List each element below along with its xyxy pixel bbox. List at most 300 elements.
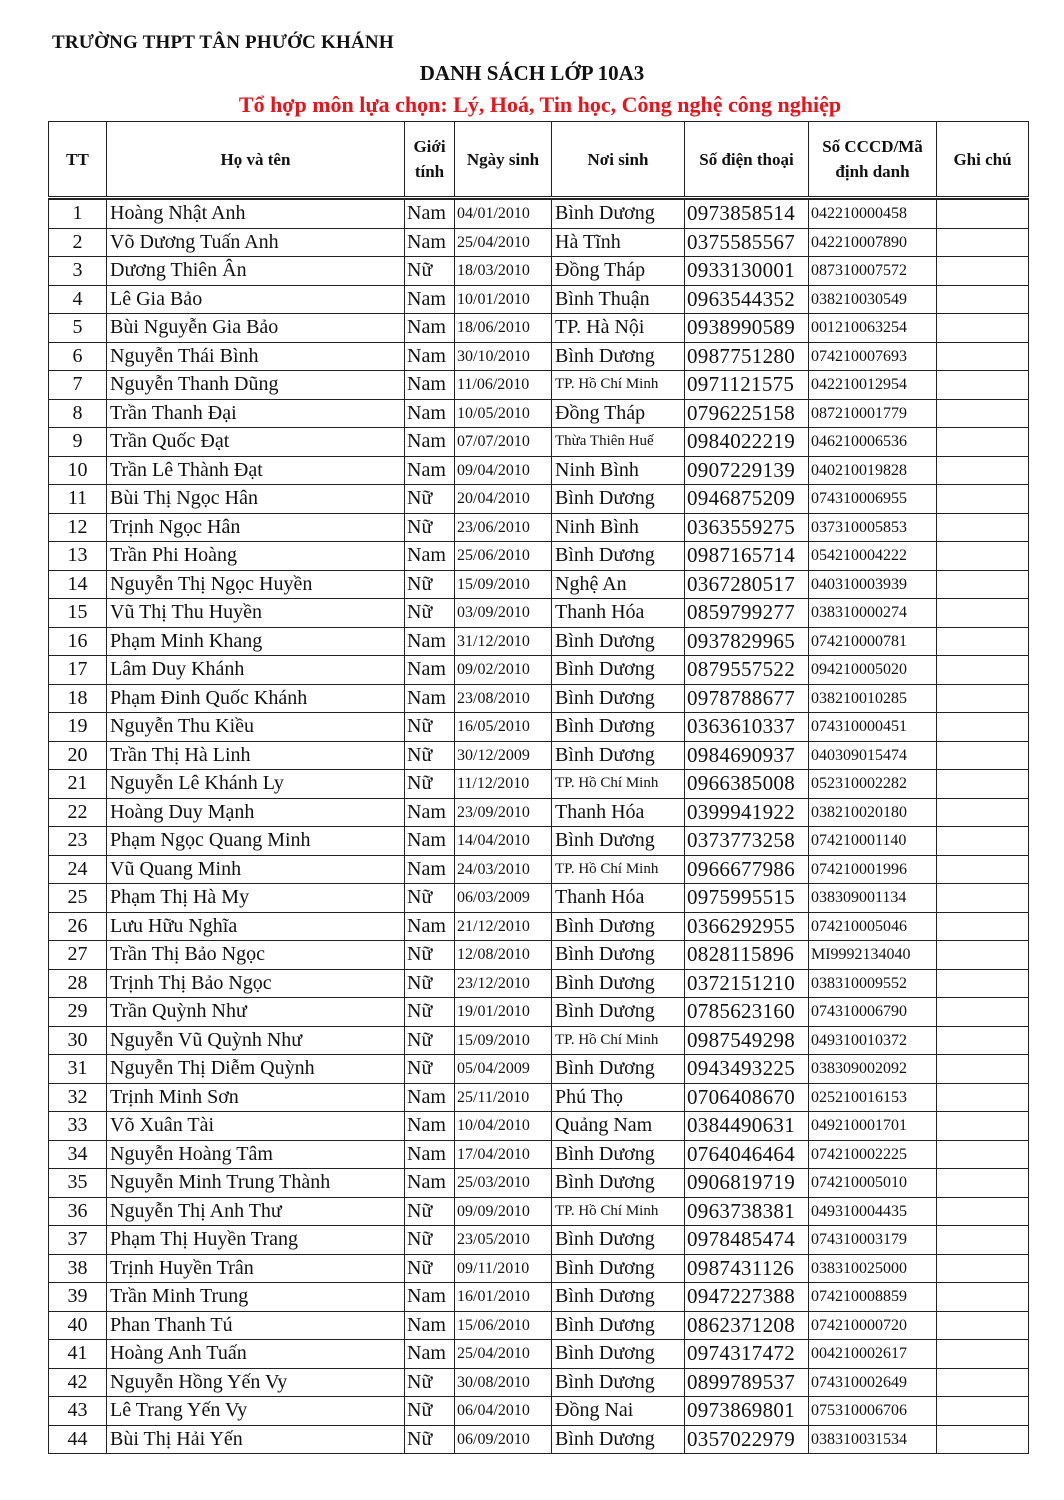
cell-sex: Nữ (405, 1425, 455, 1454)
cell-note (937, 257, 1029, 286)
table-row (49, 371, 1029, 400)
cell-pob: Bình Dương (552, 684, 685, 713)
cell-name: Bùi Thị Hải Yến (107, 1425, 405, 1454)
cell-phone: 0984690937 (685, 741, 809, 770)
cell-note (937, 941, 1029, 970)
cell-sex: Nữ (405, 257, 455, 286)
cell-cccd: 094210005020 (809, 656, 937, 685)
cell-cccd: 042210000458 (809, 200, 937, 229)
cell-note (937, 1254, 1029, 1283)
cell-tt: 6 (49, 342, 107, 371)
cell-sex: Nam (405, 428, 455, 457)
cell-tt: 32 (49, 1083, 107, 1112)
table-header-row (49, 122, 1029, 198)
table-row (49, 228, 1029, 257)
cell-sex: Nam (405, 684, 455, 713)
cell-name: Phạm Ngọc Quang Minh (107, 827, 405, 856)
cell-cccd: 049310010372 (809, 1026, 937, 1055)
cell-sex: Nữ (405, 884, 455, 913)
cell-phone: 0987431126 (685, 1254, 809, 1283)
cell-tt: 16 (49, 627, 107, 656)
cell-note (937, 1083, 1029, 1112)
cell-tt: 11 (49, 485, 107, 514)
cell-name: Vũ Thị Thu Huyền (107, 599, 405, 628)
cell-dob: 09/02/2010 (455, 656, 552, 685)
cell-tt: 43 (49, 1397, 107, 1426)
cell-name: Phan Thanh Tú (107, 1311, 405, 1340)
cell-note (937, 1340, 1029, 1369)
cell-sex: Nữ (405, 998, 455, 1027)
cell-pob: Bình Dương (552, 1425, 685, 1454)
table-row (49, 542, 1029, 571)
cell-tt: 31 (49, 1055, 107, 1084)
cell-name: Vũ Quang Minh (107, 855, 405, 884)
cell-name: Nguyễn Thái Bình (107, 342, 405, 371)
col-header-phone: Số điện thoại (685, 122, 809, 198)
cell-sex: Nam (405, 1140, 455, 1169)
cell-tt: 41 (49, 1340, 107, 1369)
cell-name: Hoàng Nhật Anh (107, 200, 405, 229)
cell-pob: TP. Hồ Chí Minh (552, 371, 685, 400)
cell-phone: 0963738381 (685, 1197, 809, 1226)
cell-dob: 23/09/2010 (455, 798, 552, 827)
table-row (49, 998, 1029, 1027)
cell-tt: 1 (49, 200, 107, 229)
cell-dob: 30/10/2010 (455, 342, 552, 371)
table-row (49, 285, 1029, 314)
cell-sex: Nữ (405, 969, 455, 998)
cell-phone: 0367280517 (685, 570, 809, 599)
cell-tt: 19 (49, 713, 107, 742)
cell-pob: Quảng Nam (552, 1112, 685, 1141)
cell-cccd: 074210005010 (809, 1169, 937, 1198)
cell-phone: 0973858514 (685, 200, 809, 229)
cell-note (937, 969, 1029, 998)
cell-pob: Bình Dương (552, 1140, 685, 1169)
cell-cccd: 074310006955 (809, 485, 937, 514)
col-header-cccd: Số CCCD/Mã định danh (809, 122, 937, 198)
cell-cccd: 075310006706 (809, 1397, 937, 1426)
cell-tt: 4 (49, 285, 107, 314)
cell-sex: Nam (405, 827, 455, 856)
table-row (49, 1397, 1029, 1426)
cell-dob: 25/03/2010 (455, 1169, 552, 1198)
cell-phone: 0363610337 (685, 713, 809, 742)
cell-name: Trần Minh Trung (107, 1283, 405, 1312)
cell-sex: Nam (405, 656, 455, 685)
cell-cccd: 074210000781 (809, 627, 937, 656)
cell-name: Nguyễn Hồng Yến Vy (107, 1368, 405, 1397)
cell-dob: 10/05/2010 (455, 399, 552, 428)
cell-pob: Bình Dương (552, 1283, 685, 1312)
cell-cccd: 074210002225 (809, 1140, 937, 1169)
col-header-note: Ghi chú (937, 122, 1029, 198)
cell-note (937, 684, 1029, 713)
cell-name: Hoàng Anh Tuấn (107, 1340, 405, 1369)
table-row (49, 1083, 1029, 1112)
cell-sex: Nam (405, 228, 455, 257)
cell-phone: 0862371208 (685, 1311, 809, 1340)
cell-name: Nguyễn Thu Kiều (107, 713, 405, 742)
cell-tt: 7 (49, 371, 107, 400)
cell-pob: Đồng Tháp (552, 399, 685, 428)
cell-name: Phạm Đinh Quốc Khánh (107, 684, 405, 713)
cell-cccd: 074310000451 (809, 713, 937, 742)
cell-phone: 0375585567 (685, 228, 809, 257)
table-row (49, 969, 1029, 998)
cell-pob: Bình Dương (552, 741, 685, 770)
cell-cccd: 038310000274 (809, 599, 937, 628)
cell-cccd: 040310003939 (809, 570, 937, 599)
cell-dob: 15/09/2010 (455, 1026, 552, 1055)
table-row (49, 314, 1029, 343)
cell-name: Trịnh Minh Sơn (107, 1083, 405, 1112)
table-row (49, 570, 1029, 599)
cell-note (937, 770, 1029, 799)
cell-cccd: MI9992134040 (809, 941, 937, 970)
cell-tt: 35 (49, 1169, 107, 1198)
cell-note (937, 228, 1029, 257)
cell-name: Bùi Thị Ngọc Hân (107, 485, 405, 514)
cell-pob: Bình Dương (552, 200, 685, 229)
cell-cccd: 025210016153 (809, 1083, 937, 1112)
cell-tt: 34 (49, 1140, 107, 1169)
cell-sex: Nữ (405, 1226, 455, 1255)
cell-sex: Nam (405, 371, 455, 400)
cell-name: Dương Thiên Ân (107, 257, 405, 286)
table-row (49, 741, 1029, 770)
cell-cccd: 038210010285 (809, 684, 937, 713)
cell-cccd: 074210001140 (809, 827, 937, 856)
cell-pob: Hà Tĩnh (552, 228, 685, 257)
cell-tt: 26 (49, 912, 107, 941)
cell-tt: 18 (49, 684, 107, 713)
cell-name: Lâm Duy Khánh (107, 656, 405, 685)
cell-phone: 0947227388 (685, 1283, 809, 1312)
cell-sex: Nam (405, 912, 455, 941)
cell-sex: Nữ (405, 713, 455, 742)
cell-note (937, 314, 1029, 343)
cell-cccd: 074310006790 (809, 998, 937, 1027)
table-row (49, 884, 1029, 913)
cell-name: Trần Lê Thành Đạt (107, 456, 405, 485)
col-header-sex: Giới tính (405, 122, 455, 198)
cell-sex: Nam (405, 456, 455, 485)
cell-tt: 13 (49, 542, 107, 571)
cell-dob: 17/04/2010 (455, 1140, 552, 1169)
cell-note (937, 1226, 1029, 1255)
cell-name: Phạm Thị Hà My (107, 884, 405, 913)
cell-pob: Bình Dương (552, 827, 685, 856)
cell-pob: Đồng Tháp (552, 257, 685, 286)
cell-cccd: 049310004435 (809, 1197, 937, 1226)
cell-cccd: 074210000720 (809, 1311, 937, 1340)
table-row (49, 656, 1029, 685)
cell-sex: Nam (405, 855, 455, 884)
table-row (49, 1055, 1029, 1084)
table-body (49, 200, 1029, 1454)
table-row (49, 684, 1029, 713)
cell-dob: 10/01/2010 (455, 285, 552, 314)
table-row (49, 941, 1029, 970)
cell-name: Trần Thị Hà Linh (107, 741, 405, 770)
cell-dob: 18/03/2010 (455, 257, 552, 286)
cell-cccd: 074210005046 (809, 912, 937, 941)
cell-pob: TP. Hồ Chí Minh (552, 1026, 685, 1055)
cell-note (937, 1169, 1029, 1198)
cell-sex: Nữ (405, 1368, 455, 1397)
cell-dob: 19/01/2010 (455, 998, 552, 1027)
table-row (49, 257, 1029, 286)
cell-pob: Bình Dương (552, 1226, 685, 1255)
cell-note (937, 1112, 1029, 1141)
cell-note (937, 1397, 1029, 1426)
cell-pob: Bình Dương (552, 713, 685, 742)
table-row (49, 456, 1029, 485)
cell-cccd: 074210008859 (809, 1283, 937, 1312)
page-title: DANH SÁCH LỚP 10A3 (419, 61, 645, 85)
cell-sex: Nữ (405, 1397, 455, 1426)
cell-tt: 37 (49, 1226, 107, 1255)
cell-phone: 0963544352 (685, 285, 809, 314)
cell-name: Nguyễn Thanh Dũng (107, 371, 405, 400)
cell-pob: TP. Hà Nội (552, 314, 685, 343)
cell-note (937, 912, 1029, 941)
cell-sex: Nam (405, 399, 455, 428)
cell-phone: 0796225158 (685, 399, 809, 428)
cell-sex: Nữ (405, 570, 455, 599)
cell-name: Nguyễn Vũ Quỳnh Như (107, 1026, 405, 1055)
cell-phone: 0907229139 (685, 456, 809, 485)
cell-sex: Nữ (405, 599, 455, 628)
cell-phone: 0363559275 (685, 513, 809, 542)
cell-sex: Nam (405, 285, 455, 314)
table-row (49, 1197, 1029, 1226)
cell-dob: 23/12/2010 (455, 969, 552, 998)
cell-cccd: 074310003179 (809, 1226, 937, 1255)
cell-pob: Nghệ An (552, 570, 685, 599)
table-row (49, 1169, 1029, 1198)
cell-phone: 0357022979 (685, 1425, 809, 1454)
cell-tt: 23 (49, 827, 107, 856)
cell-phone: 0933130001 (685, 257, 809, 286)
cell-phone: 0966677986 (685, 855, 809, 884)
cell-note (937, 570, 1029, 599)
col-header-dob: Ngày sinh (455, 122, 552, 198)
cell-phone: 0859799277 (685, 599, 809, 628)
table-row (49, 1254, 1029, 1283)
cell-phone: 0978788677 (685, 684, 809, 713)
cell-note (937, 998, 1029, 1027)
cell-cccd: 040210019828 (809, 456, 937, 485)
table-row (49, 1140, 1029, 1169)
cell-name: Nguyễn Thị Diễm Quỳnh (107, 1055, 405, 1084)
cell-note (937, 542, 1029, 571)
cell-pob: Bình Dương (552, 485, 685, 514)
table-row (49, 485, 1029, 514)
cell-note (937, 285, 1029, 314)
cell-pob: Ninh Bình (552, 513, 685, 542)
table-row (49, 1112, 1029, 1141)
cell-name: Trịnh Thị Bảo Ngọc (107, 969, 405, 998)
col-header-tt: TT (49, 122, 107, 198)
cell-sex: Nam (405, 1169, 455, 1198)
cell-dob: 23/08/2010 (455, 684, 552, 713)
cell-note (937, 1026, 1029, 1055)
cell-phone: 0978485474 (685, 1226, 809, 1255)
cell-note (937, 1197, 1029, 1226)
cell-note (937, 713, 1029, 742)
table-row (49, 912, 1029, 941)
cell-name: Trần Phi Hoàng (107, 542, 405, 571)
cell-name: Phạm Thị Huyền Trang (107, 1226, 405, 1255)
cell-sex: Nam (405, 1112, 455, 1141)
cell-dob: 14/04/2010 (455, 827, 552, 856)
cell-cccd: 038309001134 (809, 884, 937, 913)
cell-cccd: 040309015474 (809, 741, 937, 770)
student-table (48, 121, 1029, 1454)
col-header-name: Họ và tên (107, 122, 405, 198)
cell-dob: 25/04/2010 (455, 228, 552, 257)
table-row (49, 770, 1029, 799)
cell-pob: Thanh Hóa (552, 884, 685, 913)
cell-pob: TP. Hồ Chí Minh (552, 770, 685, 799)
cell-name: Trần Thị Bảo Ngọc (107, 941, 405, 970)
cell-tt: 30 (49, 1026, 107, 1055)
cell-phone: 0879557522 (685, 656, 809, 685)
cell-dob: 03/09/2010 (455, 599, 552, 628)
table-row (49, 1226, 1029, 1255)
cell-name: Võ Xuân Tài (107, 1112, 405, 1141)
cell-tt: 42 (49, 1368, 107, 1397)
cell-pob: Bình Thuận (552, 285, 685, 314)
cell-dob: 15/06/2010 (455, 1311, 552, 1340)
cell-phone: 0372151210 (685, 969, 809, 998)
table-row (49, 713, 1029, 742)
cell-note (937, 485, 1029, 514)
cell-note (937, 741, 1029, 770)
cell-dob: 18/06/2010 (455, 314, 552, 343)
cell-note (937, 855, 1029, 884)
cell-phone: 0946875209 (685, 485, 809, 514)
cell-sex: Nam (405, 1340, 455, 1369)
cell-phone: 0973869801 (685, 1397, 809, 1426)
cell-note (937, 798, 1029, 827)
cell-cccd: 038310031534 (809, 1425, 937, 1454)
cell-cccd: 052310002282 (809, 770, 937, 799)
cell-name: Lê Trang Yến Vy (107, 1397, 405, 1426)
cell-dob: 07/07/2010 (455, 428, 552, 457)
cell-cccd: 074210007693 (809, 342, 937, 371)
cell-tt: 38 (49, 1254, 107, 1283)
cell-sex: Nữ (405, 1055, 455, 1084)
table-row (49, 1425, 1029, 1454)
table-row (49, 1283, 1029, 1312)
school-name: TRƯỜNG THPT TÂN PHƯỚC KHÁNH (52, 32, 394, 53)
cell-cccd: 038210030549 (809, 285, 937, 314)
cell-tt: 8 (49, 399, 107, 428)
cell-pob: Bình Dương (552, 627, 685, 656)
cell-dob: 31/12/2010 (455, 627, 552, 656)
cell-phone: 0987165714 (685, 542, 809, 571)
cell-dob: 06/09/2010 (455, 1425, 552, 1454)
cell-sex: Nữ (405, 741, 455, 770)
cell-name: Nguyễn Minh Trung Thành (107, 1169, 405, 1198)
table-row (49, 1311, 1029, 1340)
cell-tt: 40 (49, 1311, 107, 1340)
cell-pob: Bình Dương (552, 998, 685, 1027)
cell-note (937, 1311, 1029, 1340)
cell-sex: Nam (405, 314, 455, 343)
cell-phone: 0899789537 (685, 1368, 809, 1397)
cell-name: Trịnh Ngọc Hân (107, 513, 405, 542)
cell-tt: 17 (49, 656, 107, 685)
cell-tt: 20 (49, 741, 107, 770)
cell-note (937, 428, 1029, 457)
cell-pob: Bình Dương (552, 1169, 685, 1198)
cell-pob: TP. Hồ Chí Minh (552, 1197, 685, 1226)
cell-phone: 0938990589 (685, 314, 809, 343)
cell-dob: 16/05/2010 (455, 713, 552, 742)
table-row (49, 513, 1029, 542)
cell-tt: 15 (49, 599, 107, 628)
cell-pob: Bình Dương (552, 912, 685, 941)
cell-tt: 3 (49, 257, 107, 286)
cell-tt: 14 (49, 570, 107, 599)
cell-dob: 12/08/2010 (455, 941, 552, 970)
cell-pob: Bình Dương (552, 1368, 685, 1397)
cell-phone: 0974317472 (685, 1340, 809, 1369)
cell-phone: 0975995515 (685, 884, 809, 913)
cell-note (937, 827, 1029, 856)
table-row (49, 855, 1029, 884)
cell-dob: 09/09/2010 (455, 1197, 552, 1226)
cell-cccd: 087310007572 (809, 257, 937, 286)
cell-cccd: 042210007890 (809, 228, 937, 257)
cell-tt: 33 (49, 1112, 107, 1141)
cell-dob: 10/04/2010 (455, 1112, 552, 1141)
table-row (49, 399, 1029, 428)
cell-note (937, 656, 1029, 685)
cell-dob: 25/04/2010 (455, 1340, 552, 1369)
cell-pob: Thừa Thiên Huế (552, 428, 685, 457)
cell-cccd: 004210002617 (809, 1340, 937, 1369)
cell-name: Nguyễn Lê Khánh Ly (107, 770, 405, 799)
cell-note (937, 599, 1029, 628)
cell-pob: Phú Thọ (552, 1083, 685, 1112)
cell-pob: Thanh Hóa (552, 798, 685, 827)
cell-phone: 0828115896 (685, 941, 809, 970)
cell-name: Lưu Hữu Nghĩa (107, 912, 405, 941)
cell-dob: 30/12/2009 (455, 741, 552, 770)
cell-name: Trần Quốc Đạt (107, 428, 405, 457)
cell-dob: 09/11/2010 (455, 1254, 552, 1283)
col-header-pob: Nơi sinh (552, 122, 685, 198)
cell-note (937, 1055, 1029, 1084)
cell-name: Hoàng Duy Mạnh (107, 798, 405, 827)
cell-cccd: 074210001996 (809, 855, 937, 884)
cell-phone: 0706408670 (685, 1083, 809, 1112)
cell-phone: 0906819719 (685, 1169, 809, 1198)
cell-sex: Nữ (405, 1026, 455, 1055)
cell-dob: 25/06/2010 (455, 542, 552, 571)
cell-pob: Bình Dương (552, 941, 685, 970)
cell-note (937, 399, 1029, 428)
cell-cccd: 049210001701 (809, 1112, 937, 1141)
cell-cccd: 038310009552 (809, 969, 937, 998)
cell-pob: Thanh Hóa (552, 599, 685, 628)
cell-dob: 21/12/2010 (455, 912, 552, 941)
